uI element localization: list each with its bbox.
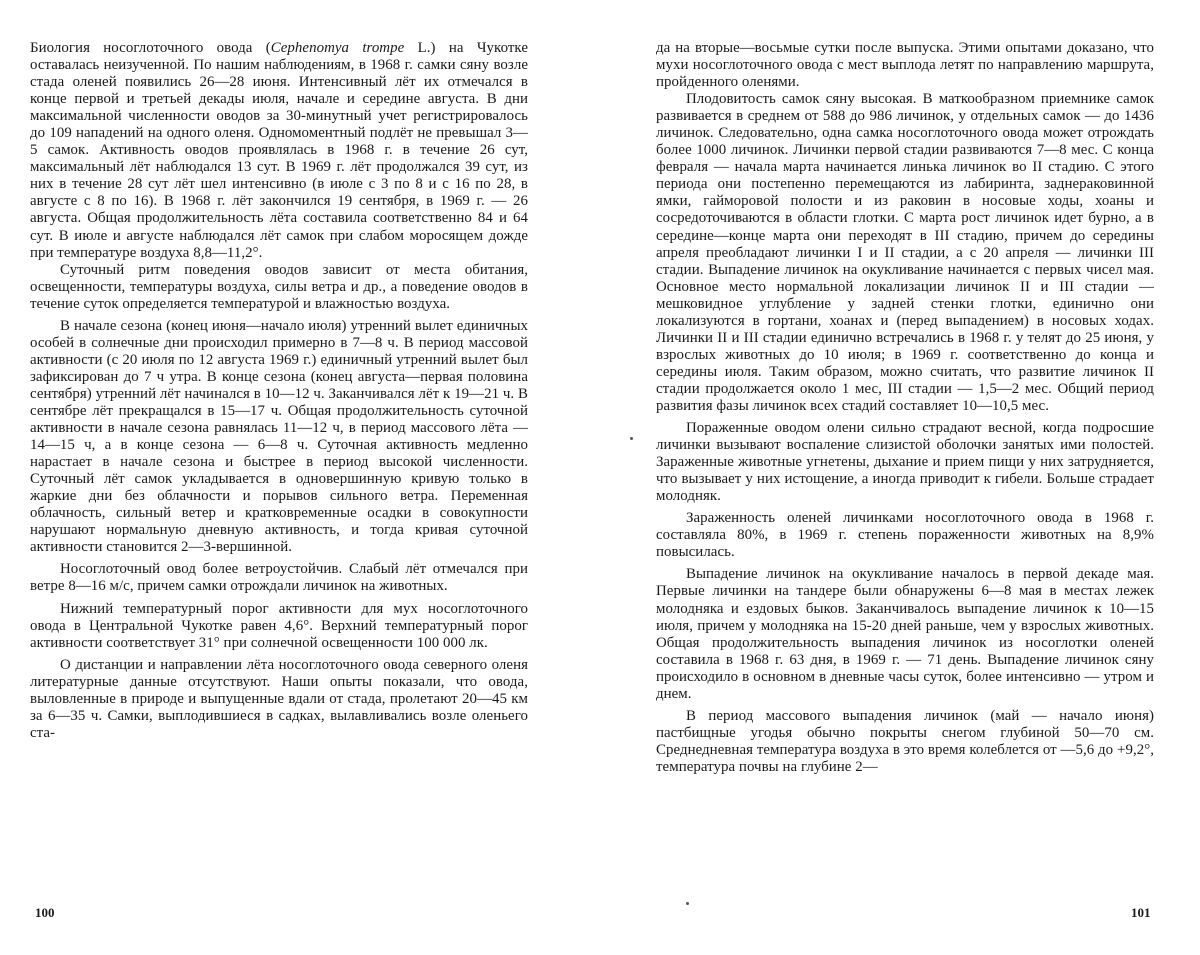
- paragraph: Плодовитость самок сяну высокая. В маткообразном приемнике самок развивается в среднем от 588 до 986 личинок, у отдельных самок — до 1436 личинок. Следовательно, одна самка носоглоточного овода может отрождать более 1000 личинок. Личинки первой стадии развиваются 7—8 мес. С конца февраля — начала марта начинается линька личинок во II стадию. С этого периода они постепенно перемещаются из лабиринта, заднераковинной ямки, гайморовой полости и из раковин в носовые ходы, хоаны и сосредоточиваются в области глотки. С марта рост личинок идет бурно, а в середине—конце марта они переходят в III стадию, причем до середины апреля преобладают личинки I и II стадии, а с 20 апреля — личинки III стадии. Выпадение личинок на окукливание начинается с первых чисел мая. Основное место нормальной локализации личинок II и III стадии — мешковидное углубление у задней стенки глотки, единично они локализуются в гортани, хоанах и (перед выпадением) в носовых ходах. Личинки II и III стадии единично встречались в 1968 г. у телят до 25 июня, у взрослых животных до 10 июля; в 1969 г. соответственно до конца и середины июля. Таким образом, можно считать, что развитие личинок II стадии продолжается около 1 мес, III стадии — 1,5—2 мес. Общий период развития фазы личинок всех стадий составляет 10—10,5 мес.: [656, 91, 1154, 415]
- book-spread: [0, 0, 1200, 955]
- right-page-text-column: [656, 40, 1154, 776]
- scan-speck: [630, 437, 633, 440]
- paragraph: В начале сезона (конец июня—начало июля) утренний вылет единичных особей в солнечные дни происходил примерно в 7—8 ч. В период массовой активности (с 20 июля по 12 августа 1969 г.) единичный утренний вылет был зафиксирован до 7 ч утра. В конце сезона (конец августа—первая половина сентября) утренний лёт начинался в 10—12 ч. Заканчивался лёт к 19—21 ч. В сентябре лёт прекращался в 15—17 ч. Общая продолжительность суточной активности в начале сезона равнялась 11—12 ч, в период массового лёта — 14—15 ч, а в конце сезона — 6—8 ч. Суточная активность медленно нарастает в начале сезона и быстрее в период высокой численности. Суточный лёт самок укладывается в одновершинную кривую только в жаркие дни без облачности и порывов сильного ветра. Переменная облачность, сильный ветер и кратковременные осадки в совокупности нарушают нормальную дневную активность, и тогда кривая суточной активности становится 2—3-вершинной.: [30, 318, 528, 557]
- paragraph: Пораженные оводом олени сильно страдают весной, когда подросшие личинки вызывают воспаление слизистой оболочки занятых ими полостей. Зараженные животные угнетены, дыхание и прием пищи у них затрудняется, что вызывает у них истощение, а иногда приводит к гибели. Больше страдает молодняк.: [656, 420, 1154, 505]
- paragraph: Нижний температурный порог активности для мух носоглоточного овода в Центральной Чукотке равен 4,6°. Верхний температурный порог активности соответствует 31° при солнечной освещенности 100 000 лк.: [30, 601, 528, 652]
- paragraph: В период массового выпадения личинок (май — начало июня) пастбищные угодья обычно покрыты снегом глубиной 50—70 см. Среднедневная температура воздуха в это время колеблется от —5,6 до +9,2°, температура почвы на глубине 2—: [656, 708, 1154, 776]
- paragraph: Суточный ритм поведения оводов зависит от места обитания, освещенности, температуры воздуха, силы ветра и др., а поведение оводов в течение суток определяется температурой и влажностью воздуха.: [30, 262, 528, 313]
- paragraph: да на вторые—восьмые сутки после выпуска. Этими опытами доказано, что мухи носоглоточного овода с мест выплода летят по направлению маршрута, пройденного оленями.: [656, 40, 1154, 91]
- left-page-text-column: [30, 40, 528, 742]
- paragraph: Выпадение личинок на окукливание началось в первой декаде мая. Первые личинки на тандере были обнаружены 6—8 мая в местах лежек молодняка и ездовых быков. Заканчивалось выпадение личинок к 10—15 июля, причем у молодняка на 15-20 дней раньше, чем у взрослых животных. Общая продолжительность выпадения личинок из носоглотки оленей составила в 1968 г. 63 дня, в 1969 г. — 71 день. Выпадение личинок сяну происходило в основном в дневные часы суток, более интенсивно — утром и днем.: [656, 566, 1154, 702]
- scan-speck: [686, 902, 689, 905]
- species-name: Cephenomya trompe: [271, 40, 405, 56]
- left-page: [0, 0, 600, 955]
- paragraph: О дистанции и направлении лёта носоглоточного овода северного оленя литературные данные отсутствуют. Наши опыты показали, что овода, выловленные в природе и выпущенные вдали от стада, пролетают 20—45 км за 6—35 ч. Самки, выплодившиеся в садках, вылавливались возле оленьего ста-: [30, 657, 528, 742]
- paragraph: Биология носоглоточного овода (Cephenomya trompe L.) на Чукотке оставалась неизученной. По нашим наблюдениям, в 1968 г. самки сяну возле стада оленей появились 26—28 июня. Интенсивный лёт их отмечался в конце первой и третьей декады июля, начале и середине августа. В дни максимальной численности оводов за 30-минутный учет регистрировалось до 109 нападений на одного оленя. Одномоментный подлёт не превышал 3—5 самок. Активность оводов проявлялась в 1968 г. в течение 26 сут, максимальный лёт наблюдался 13 сут. В 1969 г. лёт продолжался 39 сут, из них в течение 28 сут лёт шел интенсивно (в июле с 3 по 8 и с 16 по 28, в августе с 8 по 16). В 1968 г. лёт закончился 19 сентября, в 1969 г. — 26 августа. Общая продолжительность лёта составила соответственно 84 и 64 сут. В июле и августе наблюдался лёт самок при слабом моросящем дожде при температуре воздуха 8,8—11,2°.: [30, 40, 528, 262]
- paragraph: Носоглоточный овод более ветроустойчив. Слабый лёт отмечался при ветре 8—16 м/с, причем самки отрождали личинок на животных.: [30, 561, 528, 595]
- paragraph: Зараженность оленей личинками носоглоточного овода в 1968 г. составляла 80%, в 1969 г. степень пораженности животных на 8,9% повысилась.: [656, 510, 1154, 561]
- page-number-left: 100: [35, 905, 55, 921]
- right-page: [600, 0, 1200, 955]
- page-number-right: 101: [1131, 905, 1151, 921]
